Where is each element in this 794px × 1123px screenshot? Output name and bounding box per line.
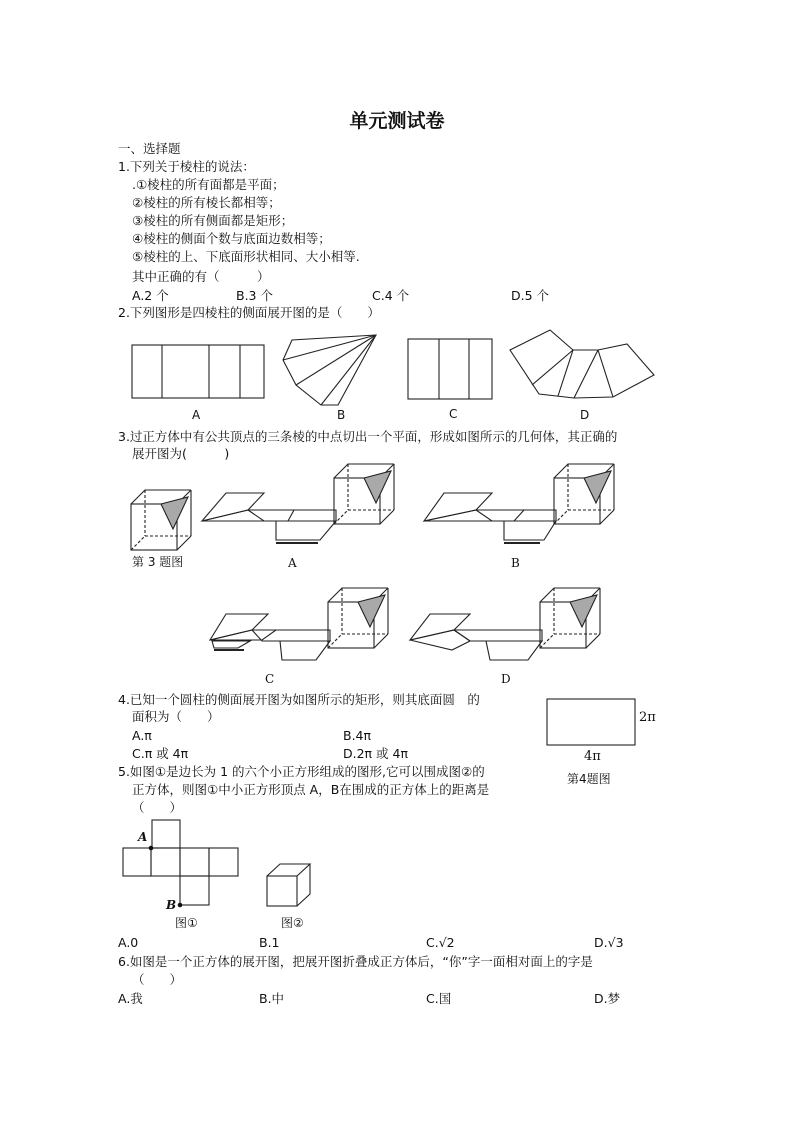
section-heading: 一、选择题: [118, 141, 181, 156]
q5-figure-1-caption: 图①: [175, 916, 198, 930]
q4-option-b: B.4π: [343, 728, 372, 743]
q3-caption: 第 3 题图: [132, 555, 184, 569]
q1-item: ④棱柱的侧面个数与底面边数相等；: [132, 231, 331, 246]
q1-option-b: B.3 个: [236, 288, 273, 303]
q4-width-label: 4π: [584, 749, 601, 764]
q1-option-a: A.2 个: [132, 288, 169, 303]
q3-label-b: B: [511, 556, 520, 570]
q1-item: .①棱柱的所有面都是平面；: [132, 177, 285, 192]
q5-figure-2-caption: 图②: [281, 916, 304, 930]
q3-label-a: A: [288, 556, 297, 570]
q4-height-label: 2π: [639, 710, 656, 725]
q1-stem: 1.下列关于棱柱的说法：: [118, 159, 255, 174]
q6-option-a: A.我: [118, 991, 143, 1006]
q6-line2: （ ）: [132, 972, 183, 987]
page-title: 单元测试卷: [349, 110, 445, 132]
q5-line2: 正方体，则图①中小正方形顶点 A，B在围成的正方体上的距离是: [132, 782, 490, 797]
q5-option-c: C.√2: [426, 935, 455, 950]
point-b: [178, 903, 183, 908]
q2-label-b: B: [337, 408, 346, 422]
q6-option-b: B.中: [259, 991, 285, 1006]
q3-label-d: D: [501, 672, 511, 686]
q6-option-c: C.国: [426, 991, 452, 1006]
q1-item: ③棱柱的所有侧面都是矩形；: [132, 213, 294, 228]
q1-item: ②棱柱的所有棱长都相等；: [132, 195, 281, 210]
q1-option-d: D.5 个: [511, 288, 550, 303]
q1-option-c: C.4 个: [372, 288, 410, 303]
q5-option-a: A.0: [118, 935, 139, 950]
q1-ask: 其中正确的有（ ）: [132, 269, 270, 284]
q4-caption: 第4题图: [567, 772, 611, 786]
q4-option-a: A.π: [132, 728, 152, 743]
q5-option-b: B.1: [259, 935, 280, 950]
q6-option-d: D.梦: [594, 991, 621, 1006]
q3-line2: 展开图为( ): [132, 446, 230, 461]
q5-point-b-label: B: [166, 898, 177, 912]
q6-line1: 6.如图是一个正方体的展开图，把展开图折叠成正方体后，“你”字一面相对面上的字是: [118, 954, 593, 969]
q2-label-a: A: [192, 408, 201, 422]
q3-label-c: C: [265, 672, 275, 686]
q5-line3: （ ）: [132, 800, 183, 815]
q2-stem: 2.下列图形是四棱柱的侧面展开图的是（ ）: [118, 305, 380, 320]
q4-line1: 4.已知一个圆柱的侧面展开图为如图所示的矩形，则其底面圆 的: [118, 692, 480, 707]
q2-label-c: C: [449, 407, 458, 421]
q5-cube: [267, 864, 310, 906]
q1-item: ⑤棱柱的上、下底面形状相同、大小相等.: [132, 249, 360, 264]
point-a: [149, 846, 154, 851]
q5-point-a-label: A: [138, 830, 148, 844]
q4-option-c: C.π 或 4π: [132, 746, 189, 761]
q2-label-d: D: [580, 408, 590, 422]
q5-line1: 5.如图①是边长为 1 的六个小正方形组成的图形,它可以围成图②的: [118, 764, 485, 779]
q3-line1: 3.过正方体中有公共顶点的三条棱的中点切出一个平面，形成如图所示的几何体，其正确的: [118, 429, 618, 444]
q4-option-d: D.2π 或 4π: [343, 746, 409, 761]
q4-line2: 面积为（ ）: [132, 709, 220, 724]
q5-option-d: D.√3: [594, 935, 624, 950]
